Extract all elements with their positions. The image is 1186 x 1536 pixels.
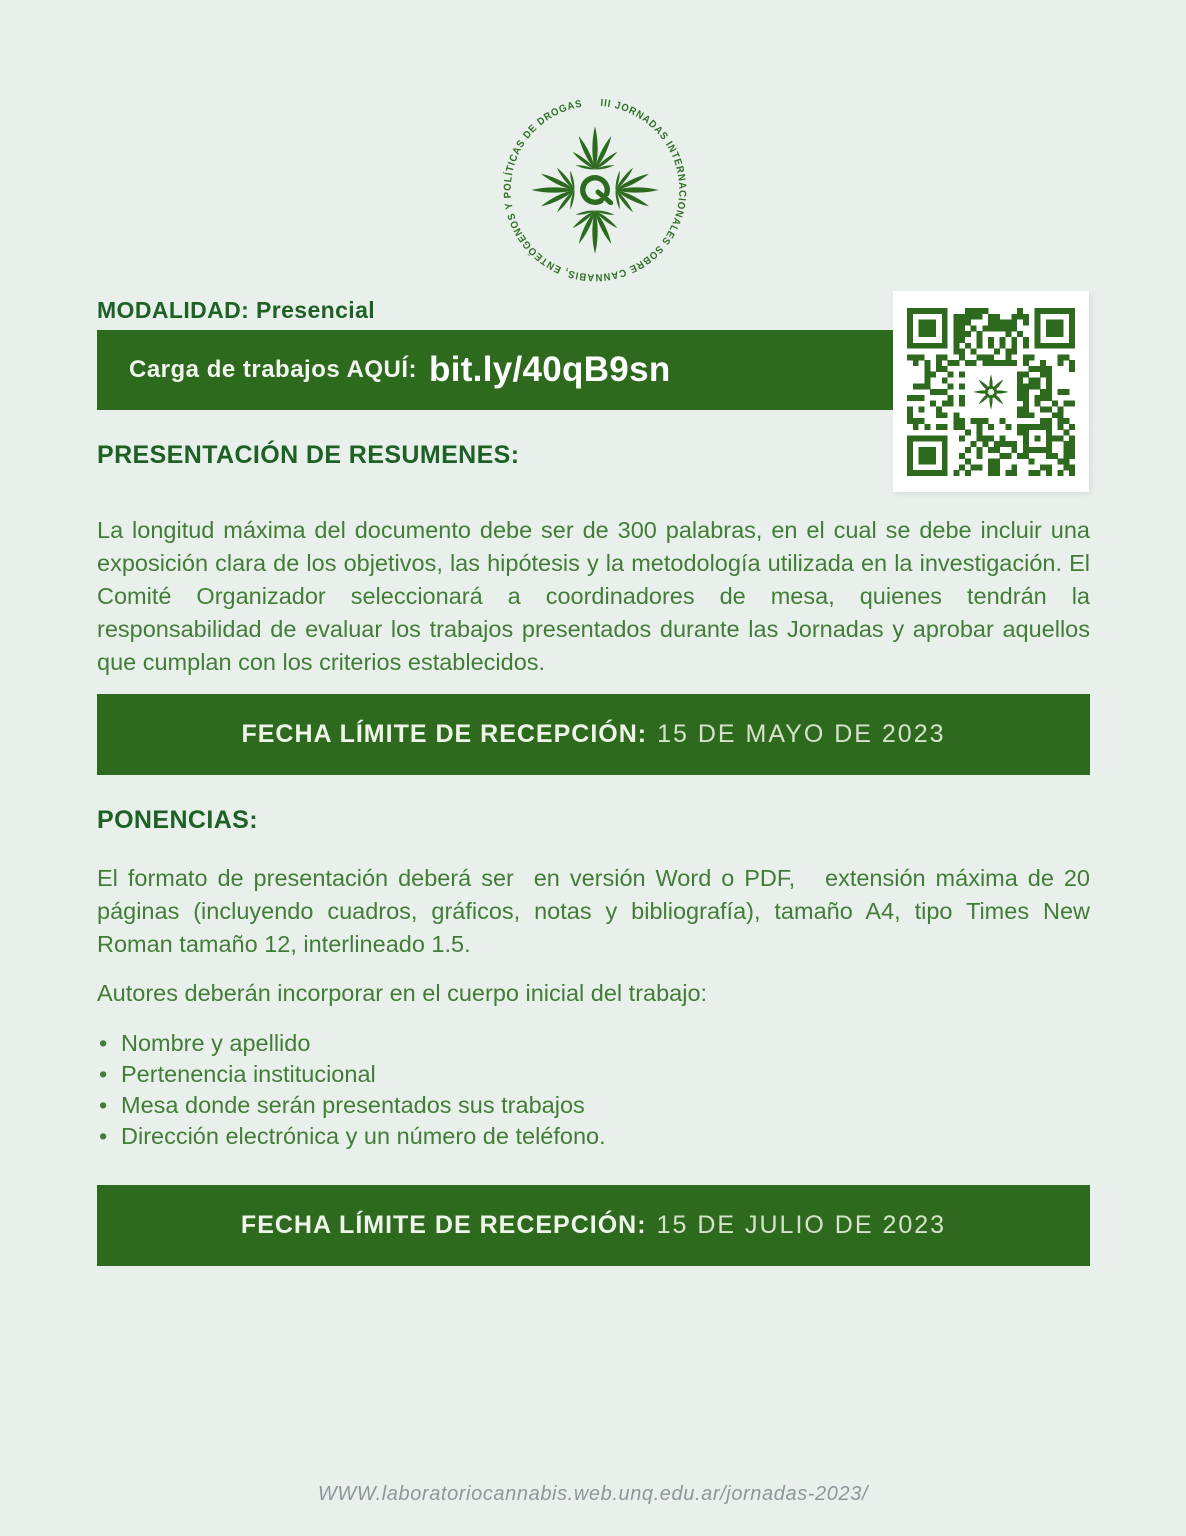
ponencias-heading: PONENCIAS: — [97, 806, 258, 834]
cannabis-leaf-icon — [531, 126, 658, 253]
authors-intro: Autores deberán incorporar en el cuerpo inicial del trabajo: — [97, 980, 708, 1006]
deadline-label: FECHA LÍMITE DE RECEPCIÓN: — [240, 1211, 647, 1239]
ponencias-deadline-banner — [97, 1185, 1090, 1266]
upload-banner — [97, 330, 893, 410]
modality-heading: MODALIDAD: Presencial — [97, 297, 376, 323]
list-item: • Mesa donde serán presentados sus trabajos — [97, 1090, 1090, 1121]
upload-link[interactable]: bit.ly/40qB9sn — [429, 350, 671, 389]
resumenes-deadline-banner — [97, 694, 1090, 775]
logo-circular-title: III JORNADAS INTERNACIONALES SOBRE CANNABIS, ENTEÓGENOS Y POLÍTICAS DE DROGAS — [502, 97, 688, 283]
upload-banner-label: Carga de trabajos AQUÍ: — [129, 356, 418, 383]
event-logo — [497, 92, 693, 288]
deadline-label: FECHA LÍMITE DE RECEPCIÓN: — [241, 720, 648, 748]
resumenes-body: La longitud máxima del documento debe ser de 300 palabras, en el cual se debe incluir una exposición clara de los objetivos, las hipótesis y la metodología utilizada en la investigación. El Comité Organizador seleccionará a coordinadores de mesa, quienes tendrán la responsabilidad de evaluar los trabajos presentados durante las Jornadas y aprobar aquellos que cumplan con los criterios establecidos. — [97, 517, 1097, 675]
deadline-date: 15 DE JULIO DE 2023 — [656, 1211, 947, 1239]
ponencias-body: El formato de presentación deberá ser en versión Word o PDF, extensión máxima de 20 páginas (incluyendo cuadros, gráficos, notas y bibliografía), tamaño A4, tipo Times New Roman tamaño 12, interlineado 1.5. — [97, 865, 1097, 957]
flower-icon — [969, 370, 1013, 414]
list-item: • Nombre y apellido — [97, 1028, 1090, 1059]
requirements-list — [97, 1028, 1090, 1152]
qr-card — [893, 291, 1089, 492]
deadline-date: 15 DE MAYO DE 2023 — [657, 720, 946, 748]
resumenes-heading: PRESENTACIÓN DE RESUMENES: — [97, 441, 520, 469]
q-icon — [578, 173, 611, 206]
list-item: • Pertenencia institucional — [97, 1059, 1090, 1090]
footer-url[interactable]: WWW.laboratoriocannabis.web.unq.edu.ar/jornadas-2023/ — [317, 1483, 869, 1505]
list-item: • Dirección electrónica y un número de teléfono. — [97, 1121, 1090, 1152]
